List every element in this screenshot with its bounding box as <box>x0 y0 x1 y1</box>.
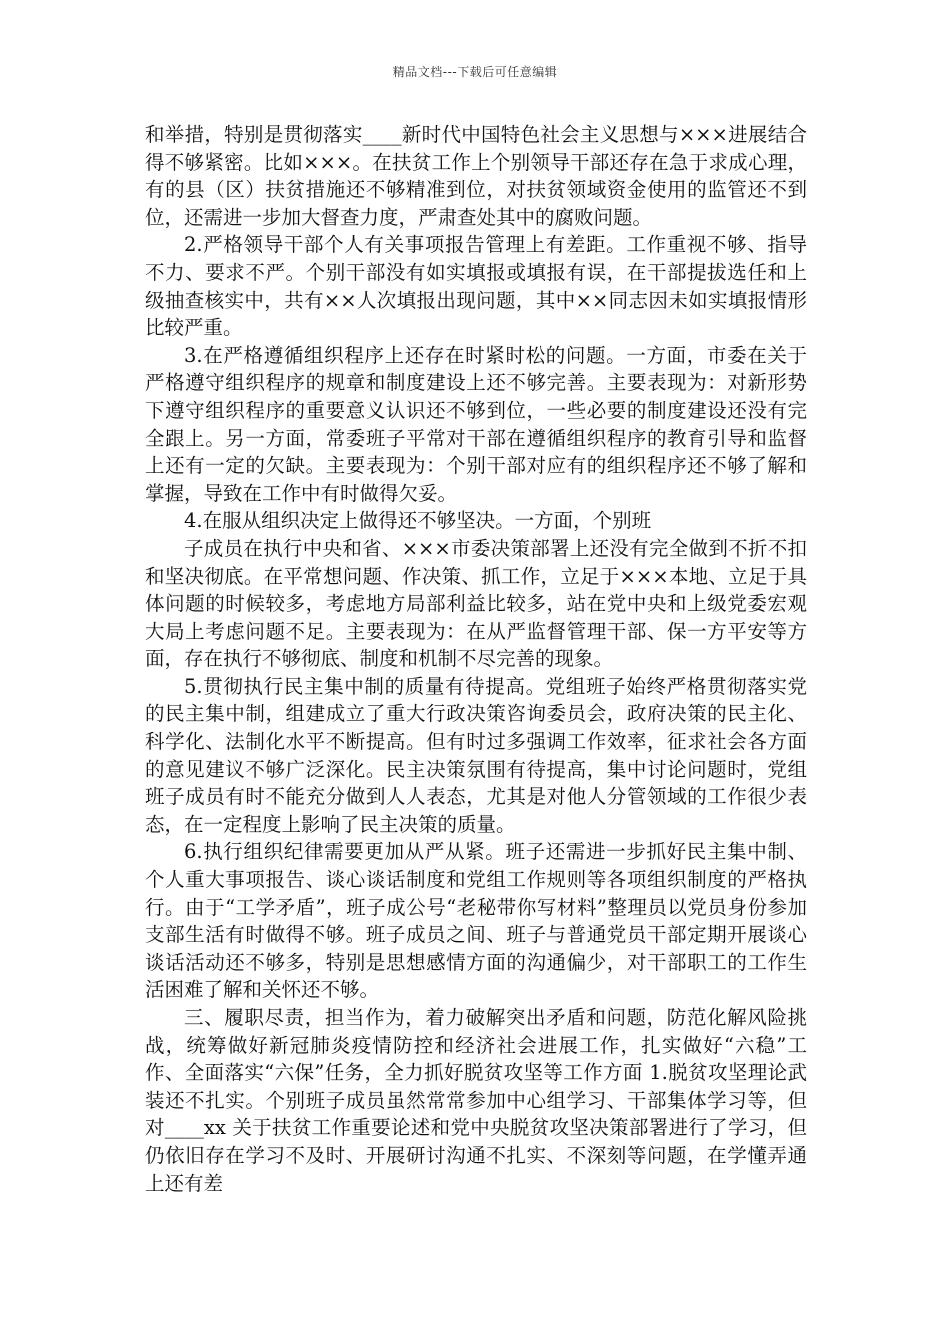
paragraph: 三、履职尽责，担当作为，着力破解突出矛盾和问题，防范化解风险挑战，统筹做好新冠肺炎疫情防控和经济社会进展工作，扎实做好“六稳”工作、全面落实“六保”任务，全力抓好脱贫攻坚等工作方面 1.脱贫攻坚理论武装还不扎实。个别班子成员虽然常常参加中心组学习、干部集体学习等，但对____xx 关于扶贫工作重要论述和党中央脱贫攻坚决策部署进行了学习，但仍依旧存在学习不及时、开展研讨沟通不扎实、不深刻等问题，在学懂弄通上还有差 <box>145 1006 807 1195</box>
paragraph: 和举措，特别是贯彻落实____新时代中国特色社会主义思想与×××进展结合得不够紧密。比如×××。在扶贫工作上个别领导干部还存在急于求成心理，有的县（区）扶贫措施还不够精准到位，对扶贫领域资金使用的监管还不到位，还需进一步加大督查力度，严肃查处其中的腐败问题。 <box>145 123 807 229</box>
paragraph: 3.在严格遵循组织程序上还存在时紧时松的问题。一方面，市委在关于严格遵守组织程序的规章和制度建设上还不够完善。主要表现为：对新形势下遵守组织程序的重要意义认识还不够到位，一些必要的制度建设还没有完全跟上。另一方面，常委班子平常对干部在遵循组织程序的教育引导和监督上还有一定的欠缺。主要表现为：个别干部对应有的组织程序还不够了解和掌握，导致在工作中有时做得欠妥。 <box>145 343 807 505</box>
paragraph: 4.在服从组织决定上做得还不够坚决。一方面，个别班 <box>184 509 652 533</box>
paragraph: 6.执行组织纪律需要更加从严从紧。班子还需进一步抓好民主集中制、个人重大事项报告、谈心谈话制度和党组工作规则等各项组织制度的严格执行。由于“工学矛盾”，班子成公号“老秘带你写材料”整理员以党员身份参加支部生活有时做得不够。班子成员之间、班子与普通党员干部定期开展谈心谈话活动还不够多，特别是思想感情方面的沟通偏少，对干部职工的工作生活困难了解和关怀还不够。 <box>145 840 807 1002</box>
document-body <box>145 121 807 1197</box>
paragraph: 5.贯彻执行民主集中制的质量有待提高。党组班子始终严格贯彻落实党的民主集中制，组建成立了重大行政决策咨询委员会，政府决策的民主化、科学化、法制化水平不断提高。但有时过多强调工作效率，征求社会各方面的意见建议不够广泛深化。民主决策氛围有待提高，集中讨论问题时，党组班子成员有时不能充分做到人人表态，尤其是对他人分管领域的工作很少表态，在一定程度上影响了民主决策的质量。 <box>145 674 807 836</box>
paragraph: 2.严格领导干部个人有关事项报告管理上有差距。工作重视不够、指导不力、要求不严。个别干部没有如实填报或填报有误，在干部提拔选任和上级抽查核实中，共有××人次填报出现问题，其中××同志因未如实填报情形比较严重。 <box>145 233 807 340</box>
page-header: 精品文档---下载后可任意编辑 <box>392 65 558 79</box>
paragraph: 子成员在执行中央和省、×××市委决策部署上还没有完全做到不折不扣和坚决彻底。在平常想问题、作决策、抓工作，立足于×××本地、立足于具体问题的时候较多，考虑地方局部利益比较多，站在党中央和上级党委宏观大局上考虑问题不足。主要表现为：在从严监督管理干部、保一方平安等方面，存在执行不够彻底、制度和机制不尽完善的现象。 <box>145 536 807 671</box>
